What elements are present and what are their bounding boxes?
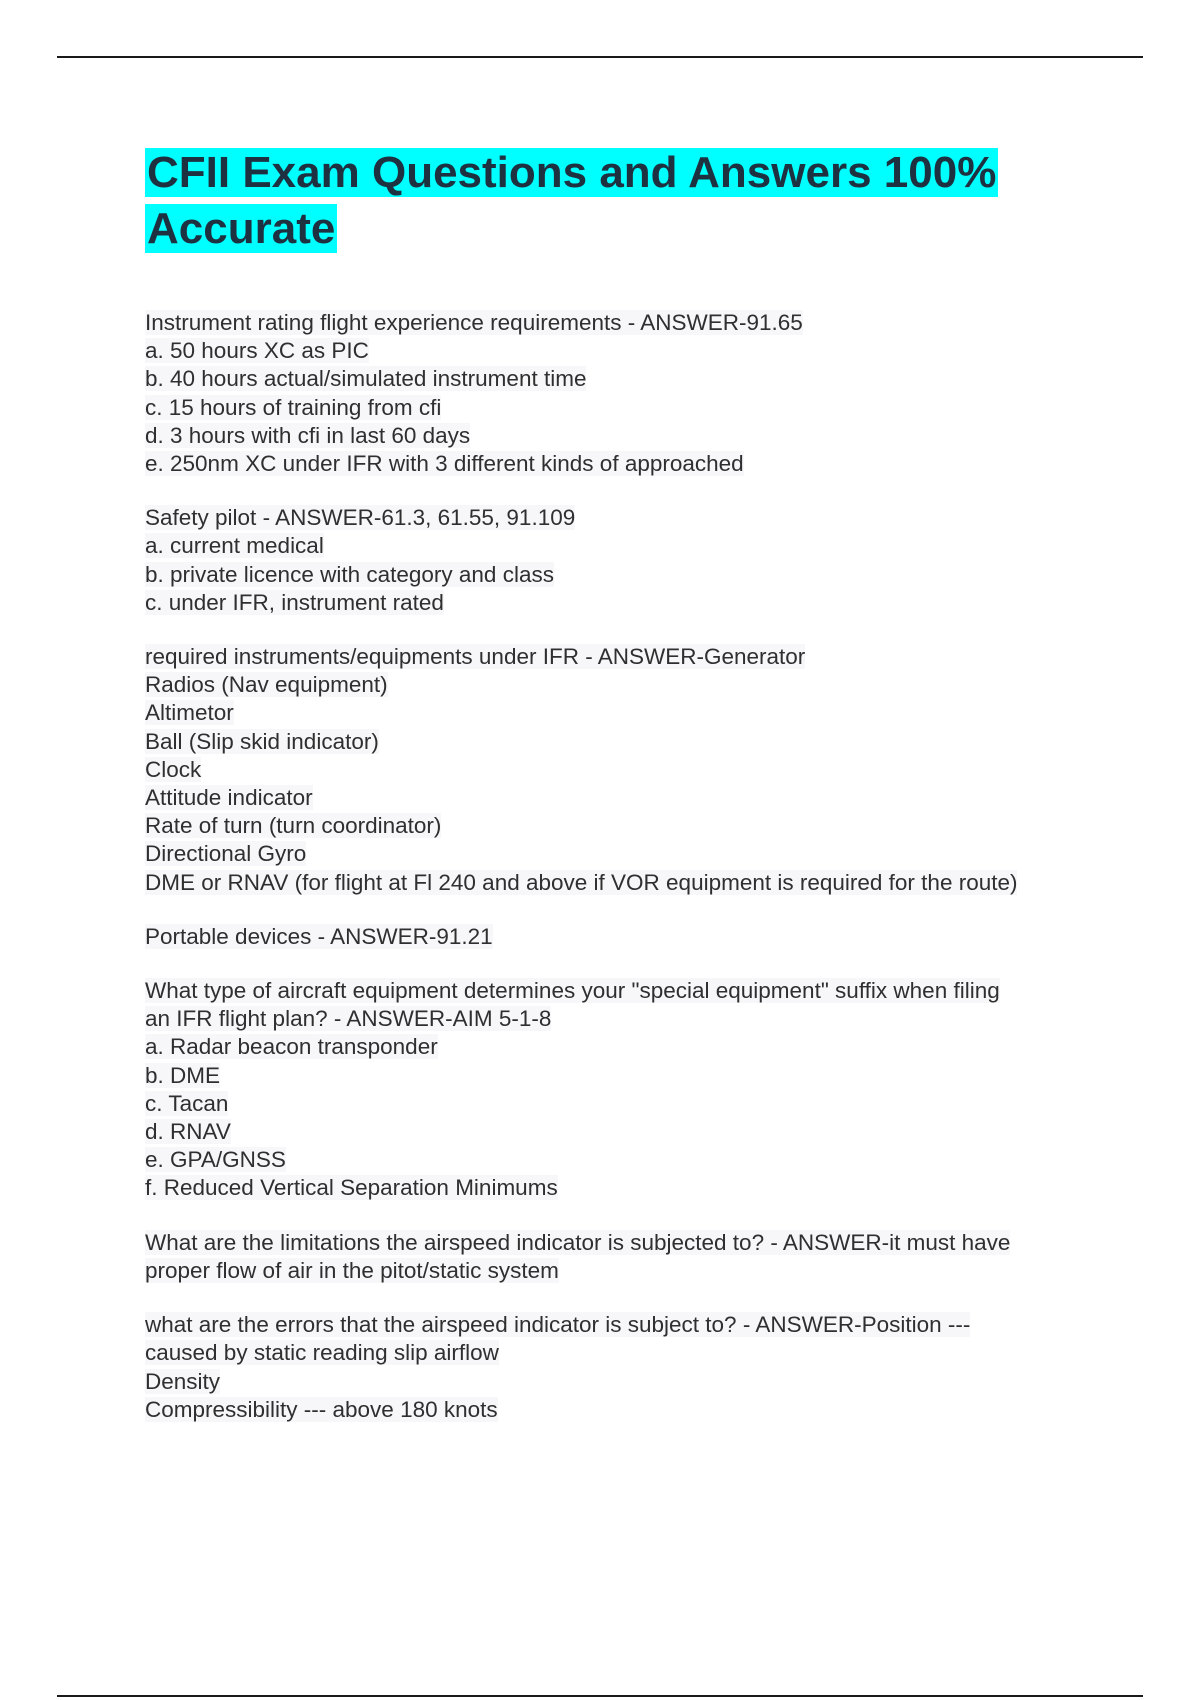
answer-line: f. Reduced Vertical Separation Minimums xyxy=(145,1175,558,1201)
answer-line: proper flow of air in the pitot/static system xyxy=(145,1257,559,1283)
answer-line: c. 15 hours of training from cfi xyxy=(145,394,442,420)
question-line: What type of aircraft equipment determines your "special equipment" suffix when filing xyxy=(145,978,1000,1004)
answer-line: a. Radar beacon transponder xyxy=(145,1034,438,1060)
answer-line: b. 40 hours actual/simulated instrument time xyxy=(145,366,587,392)
answer-line: Directional Gyro xyxy=(145,841,307,867)
question-line: Instrument rating flight experience requirements - ANSWER-91.65 xyxy=(145,310,803,335)
answer-line: Rate of turn (turn coordinator) xyxy=(145,813,442,839)
answer-line: DME or RNAV (for flight at Fl 240 and above if VOR equipment is required for the route) xyxy=(145,869,1018,895)
qa-item xyxy=(145,977,1085,1203)
answer-line: Ball (Slip skid indicator) xyxy=(145,728,379,754)
footer-rule xyxy=(57,1695,1143,1697)
answer-line: Compressibility --- above 180 knots xyxy=(145,1396,498,1422)
qa-list xyxy=(145,309,1085,1424)
question-line: What are the limitations the airspeed indicator is subjected to? - ANSWER-it must have xyxy=(145,1229,1011,1255)
answer-line: Attitude indicator xyxy=(145,785,313,811)
answer-line: a. 50 hours XC as PIC xyxy=(145,338,369,364)
answer-line: Altimetor xyxy=(145,700,234,726)
answer-line: b. private licence with category and class xyxy=(145,561,554,587)
header-rule xyxy=(57,56,1143,58)
answer-line: d. 3 hours with cfi in last 60 days xyxy=(145,422,471,448)
qa-item xyxy=(145,923,1085,951)
answer-line: Clock xyxy=(145,756,202,782)
qa-item xyxy=(145,309,1085,478)
answer-line: d. RNAV xyxy=(145,1119,231,1145)
page-title-text: CFII Exam Questions and Answers 100% Accurate xyxy=(147,148,997,253)
answer-line: c. Tacan xyxy=(145,1090,229,1116)
qa-item xyxy=(145,1229,1085,1285)
answer-line: e. GPA/GNSS xyxy=(145,1147,286,1173)
answer-line: caused by static reading slip airflow xyxy=(145,1340,499,1366)
page-title xyxy=(145,145,1085,257)
answer-line: e. 250nm XC under IFR with 3 different kinds of approached xyxy=(145,451,744,477)
question-line: Safety pilot - ANSWER-61.3, 61.55, 91.109 xyxy=(145,505,576,531)
answer-line: c. under IFR, instrument rated xyxy=(145,589,444,615)
question-line: what are the errors that the airspeed indicator is subject to? - ANSWER-Position --- xyxy=(145,1312,971,1338)
answer-line: Radios (Nav equipment) xyxy=(145,672,388,698)
qa-item xyxy=(145,504,1085,617)
qa-item xyxy=(145,1311,1085,1424)
answer-line: a. current medical xyxy=(145,533,324,559)
answer-line: b. DME xyxy=(145,1062,221,1088)
answer-line: Density xyxy=(145,1368,221,1394)
question-line: required instruments/equipments under IFR - ANSWER-Generator xyxy=(145,644,806,670)
question-line: Portable devices - ANSWER-91.21 xyxy=(145,923,493,949)
question-line: an IFR flight plan? - ANSWER-AIM 5-1-8 xyxy=(145,1006,552,1032)
qa-item xyxy=(145,643,1085,897)
document-body xyxy=(145,145,1085,1450)
